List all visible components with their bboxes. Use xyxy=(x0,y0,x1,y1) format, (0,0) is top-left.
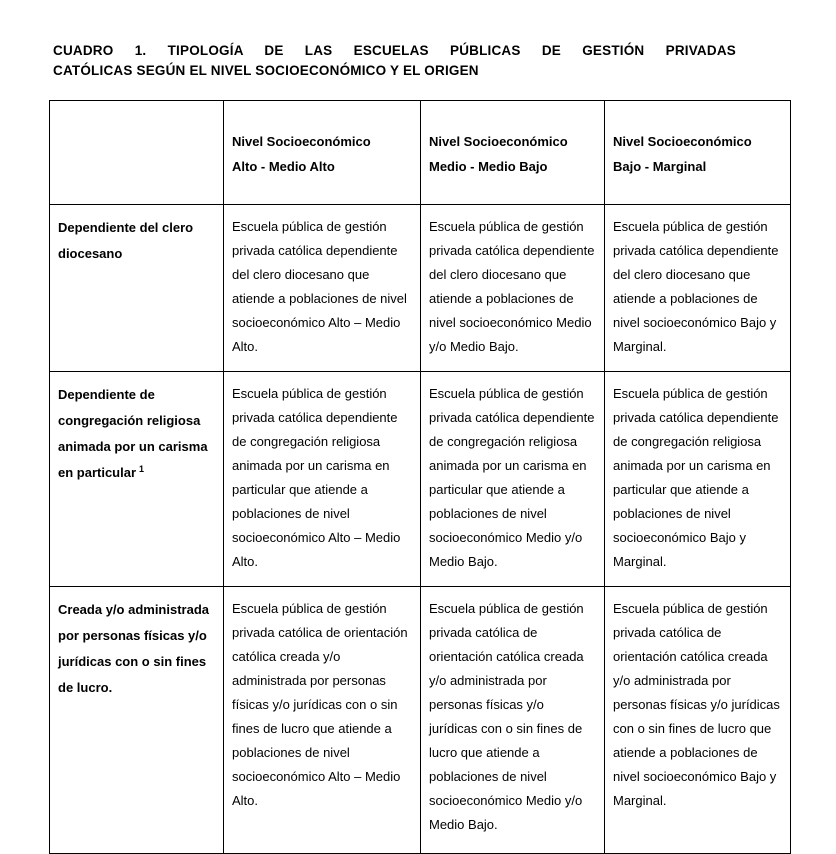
table-cell-alto-text: Escuela pública de gestión privada católica dependiente del clero diocesano que atiende a poblaciones de nivel socioeconómico Alto – Medio Alto. xyxy=(232,219,407,354)
table-row xyxy=(50,205,791,372)
table-cell-bajo xyxy=(605,205,791,372)
table-header-alto-text xyxy=(224,101,420,189)
table-cell-medio xyxy=(421,372,605,587)
table-cell-bajo xyxy=(605,372,791,587)
footnote-marker: 1 xyxy=(139,463,145,474)
page-title-line-2: CATÓLICAS SEGÚN EL NIVEL SOCIOECONÓMICO Y EL ORIGEN xyxy=(53,63,479,79)
table-header-corner-cell xyxy=(50,101,224,205)
table-cell-bajo xyxy=(605,587,791,854)
table-cell-bajo-text: Escuela pública de gestión privada católica dependiente del clero diocesano que atiende a poblaciones de nivel socioeconómico Bajo y Marginal. xyxy=(613,219,779,354)
table-row-label-text xyxy=(50,587,223,711)
table-header-medio-text xyxy=(421,101,604,189)
table-cell-bajo-text: Escuela pública de gestión privada católica de orientación católica creada y/o administrada por personas físicas y/o jurídicas con o sin fines de lucro que atiende a poblaciones de nivel socioeconómico Bajo y Marginal. xyxy=(613,601,780,808)
table-header-bajo-text xyxy=(605,101,790,189)
page-title-line-1: CUADRO 1. TIPOLOGÍA DE LAS ESCUELAS PÚBLICAS DE GESTIÓN PRIVADAS xyxy=(53,43,736,59)
table-cell-medio xyxy=(421,587,605,854)
table-row xyxy=(50,587,791,854)
typology-table xyxy=(49,100,791,854)
table-header-row xyxy=(50,101,791,205)
table-cell-medio-text: Escuela pública de gestión privada católica dependiente de congregación religiosa animada por un carisma en particular que atiende a poblaciones de nivel socioeconómico Medio y/o Medio Bajo. xyxy=(429,386,595,569)
table-row-label-text xyxy=(50,205,223,277)
table-cell-medio-text: Escuela pública de gestión privada católica dependiente del clero diocesano que atiende a poblaciones de nivel socioeconómico Medio y/o Medio Bajo. xyxy=(429,219,595,354)
table-header-medio-line-2: Medio - Medio Bajo xyxy=(429,159,548,174)
table-cell-alto xyxy=(224,372,421,587)
footnote-marker xyxy=(122,245,125,255)
table-header-alto-line-2: Alto - Medio Alto xyxy=(232,159,335,174)
table-cell-medio xyxy=(421,205,605,372)
table-header-cell-bajo xyxy=(605,101,791,205)
table-header-cell-medio xyxy=(421,101,605,205)
table-cell-medio-text: Escuela pública de gestión privada católica de orientación católica creada y/o administrada por personas físicas y/o jurídicas con o sin fines de lucro que atiende a poblaciones de nivel socioeconómico Medio y/o Medio Bajo. xyxy=(429,601,584,832)
table-header-bajo-line-1: Nivel Socioeconómico xyxy=(613,134,752,149)
table-cell-bajo-text: Escuela pública de gestión privada católica dependiente de congregación religiosa animada por un carisma en particular que atiende a poblaciones de nivel socioeconómico Bajo y Marginal. xyxy=(613,386,779,569)
table-header-alto-line-1: Nivel Socioeconómico xyxy=(232,134,371,149)
table-cell-alto-text: Escuela pública de gestión privada católica dependiente de congregación religiosa animada por un carisma en particular que atiende a poblaciones de nivel socioeconómico Alto – Medio Alto. xyxy=(232,386,401,569)
table-cell-alto xyxy=(224,587,421,854)
table-row-label-cell xyxy=(50,587,224,854)
table-row-label-cell xyxy=(50,205,224,372)
table-header-cell-alto xyxy=(224,101,421,205)
table-row-label-value: Dependiente del clero diocesano xyxy=(58,220,194,261)
table-header-corner-label xyxy=(50,101,223,199)
table-row xyxy=(50,372,791,587)
table-cell-alto xyxy=(224,205,421,372)
table-row-label-cell xyxy=(50,372,224,587)
table-header-medio-line-1: Nivel Socioeconómico xyxy=(429,134,568,149)
table-row-label-value: Dependiente de congregación religiosa animada por un carisma en particular xyxy=(58,387,208,480)
table-cell-alto-text: Escuela pública de gestión privada católica de orientación católica creada y/o administrada por personas físicas y/o jurídicas con o sin fines de lucro que atiende a poblaciones de nivel socioeconómico Alto – Medio Alto. xyxy=(232,601,408,808)
table-row-label-text xyxy=(50,372,223,496)
table-header-bajo-line-2: Bajo - Marginal xyxy=(613,159,707,174)
page-title xyxy=(53,41,736,81)
footnote-marker xyxy=(112,679,115,689)
table-row-label-value: Creada y/o administrada por personas físicas y/o jurídicas con o sin fines de lucro. xyxy=(58,602,209,695)
